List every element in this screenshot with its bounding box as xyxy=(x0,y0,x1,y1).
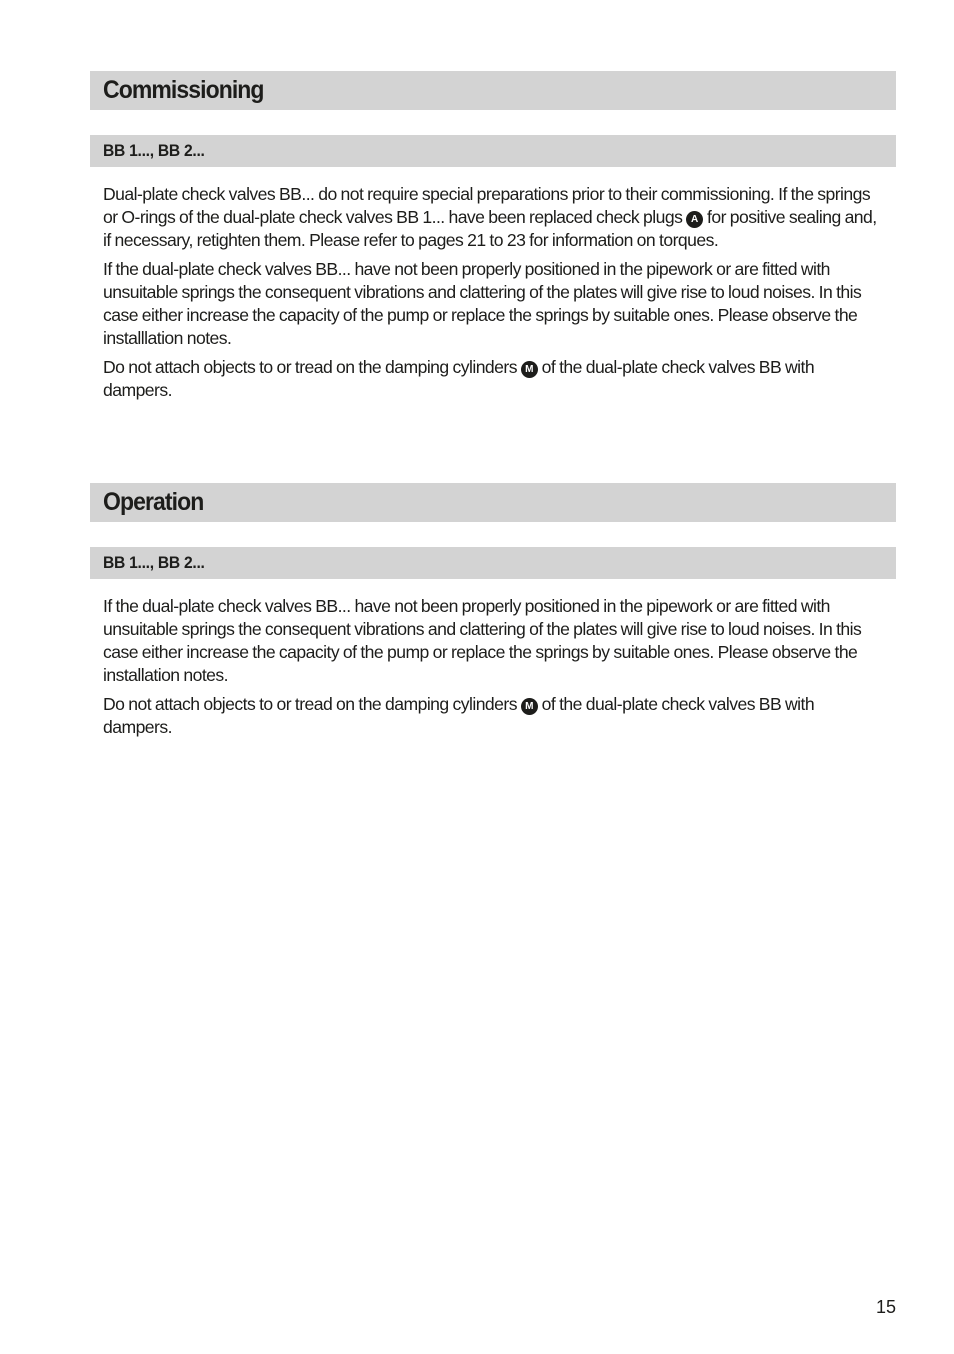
marker-m-icon: M xyxy=(521,361,538,378)
commissioning-section xyxy=(90,71,896,408)
operation-section xyxy=(90,483,896,745)
commissioning-paragraph-1: Dual-plate check valves BB... do not require special preparations prior to their commissioning. If the springs or O-rings of the dual-plate check valves BB 1... have been replaced check plugs A for positive sealing and, if necessary, retighten them. Please refer to pages 21 to 23 for information on torques. xyxy=(103,184,877,250)
page-number: 15 xyxy=(875,1297,896,1317)
operation-subheading-bar xyxy=(90,547,896,579)
operation-body xyxy=(90,579,896,739)
operation-paragraph-1: If the dual-plate check valves BB... have not been properly positioned in the pipework or are fitted with unsuitable springs the consequent vibrations and clattering of the plates will give rise to loud noises. In this case either increase the capacity of the pump or replace the springs by suitable ones. Please observe the installation notes. xyxy=(103,596,862,685)
commissioning-subheading-bar xyxy=(90,135,896,167)
operation-heading-bar xyxy=(90,483,896,522)
marker-a-icon: A xyxy=(686,211,703,228)
commissioning-paragraph-3: Do not attach objects to or tread on the damping cylinders M of the dual-plate check valves BB with dampers. xyxy=(103,357,815,400)
commissioning-title: Commissioning xyxy=(103,76,264,104)
marker-m-icon: M xyxy=(521,698,538,715)
operation-title: Operation xyxy=(103,488,204,516)
commissioning-paragraph-2: If the dual-plate check valves BB... have not been properly positioned in the pipework or are fitted with unsuitable springs the consequent vibrations and clattering of the plates will give rise to loud noises. In this case either increase the capacity of the pump or replace the springs by suitable ones. Please observe the installlation notes. xyxy=(103,259,862,348)
commissioning-body xyxy=(90,167,896,402)
commissioning-subtitle: BB 1..., BB 2... xyxy=(103,141,205,160)
operation-paragraph-2: Do not attach objects to or tread on the damping cylinders M of the dual-plate check valves BB with dampers. xyxy=(103,694,815,737)
operation-subtitle: BB 1..., BB 2... xyxy=(103,553,205,572)
commissioning-heading-bar xyxy=(90,71,896,110)
